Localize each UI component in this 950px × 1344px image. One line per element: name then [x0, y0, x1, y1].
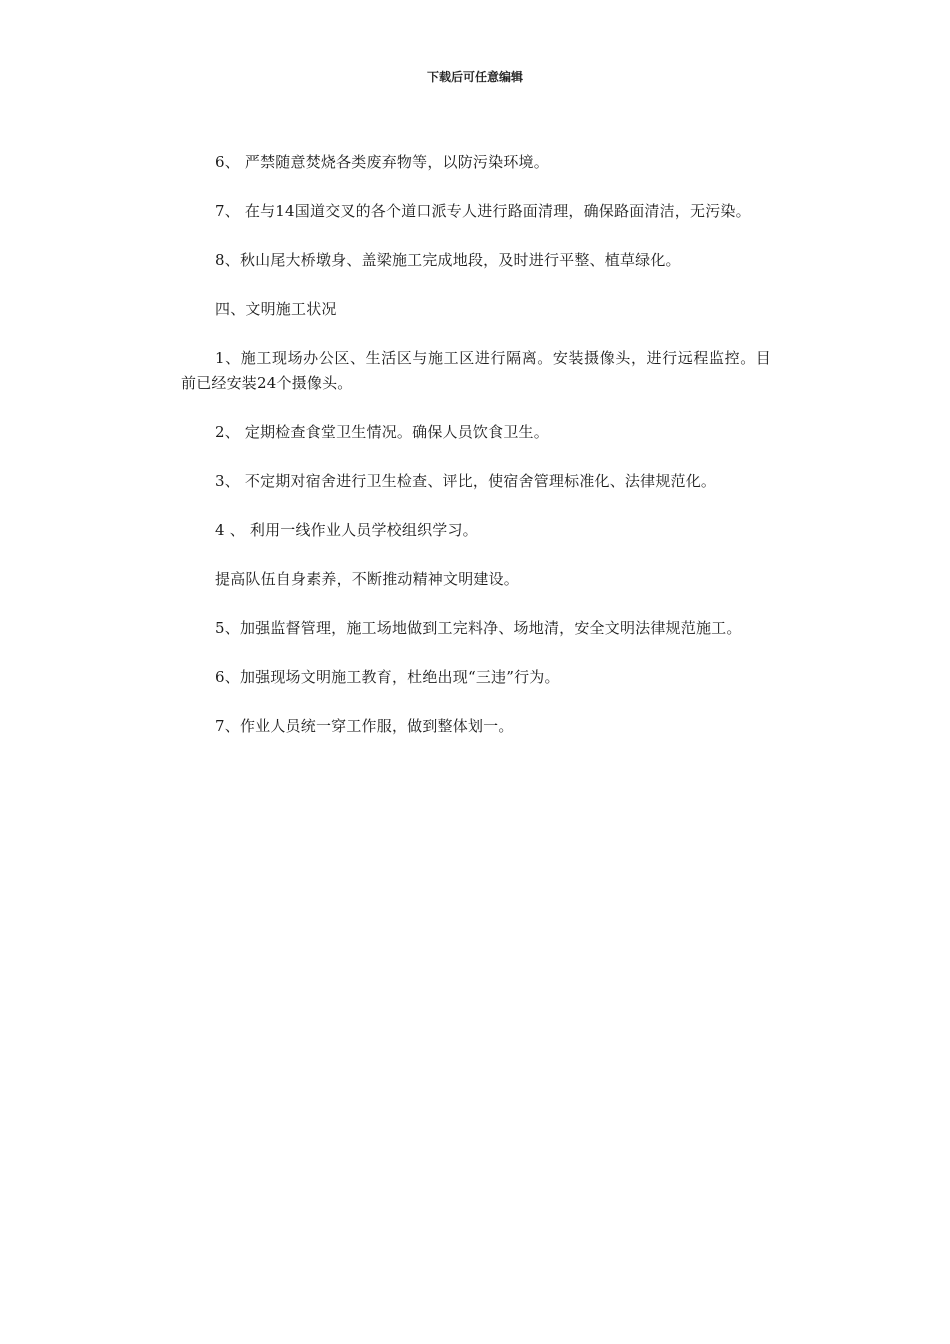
paragraph-item-8-greening: 8、秋山尾大桥墩身、盖梁施工完成地段，及时进行平整、植草绿化。	[215, 251, 681, 269]
paragraph-item-1-isolation: 1、施工现场办公区、生活区与施工区进行隔离。安装摄像头，进行远程监控。目前已经安装24个摄像头。	[181, 349, 771, 392]
paragraph-item-7-uniform: 7、作业人员统一穿工作服，做到整体划一。	[215, 717, 514, 735]
paragraph-item-5-supervision: 5、加强监督管理，施工场地做到工完料净、场地清，安全文明法律规范施工。	[215, 619, 742, 637]
paragraph-item-7-road-cleaning: 7、 在与14国道交叉的各个道口派专人进行路面清理，确保路面清洁，无污染。	[215, 202, 751, 220]
paragraph-item-6-burning: 6、 严禁随意焚烧各类废弃物等，以防污染环境。	[215, 153, 549, 171]
paragraph-item-2-canteen: 2、 定期检查食堂卫生情况。确保人员饮食卫生。	[215, 423, 549, 441]
header-note: 下载后可任意编辑	[426, 70, 523, 84]
paragraph-item-6-education: 6、加强现场文明施工教育，杜绝出现“三违”行为。	[215, 668, 560, 686]
paragraph-item-4-study: 4 、 利用一线作业人员学校组织学习。	[215, 521, 478, 539]
section-heading-civilized-construction: 四、文明施工状况	[215, 300, 337, 318]
paragraph-item-3-dormitory: 3、 不定期对宿舍进行卫生检查、评比，使宿舍管理标准化、法律规范化。	[215, 472, 717, 490]
paragraph-quality: 提高队伍自身素养，不断推动精神文明建设。	[215, 570, 520, 588]
document-body	[181, 150, 771, 763]
